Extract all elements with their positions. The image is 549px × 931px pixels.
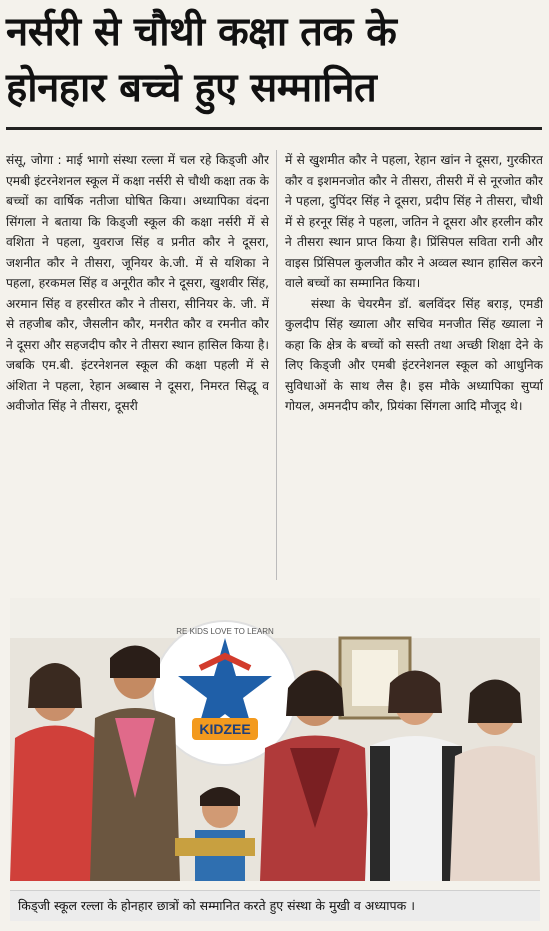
column-divider <box>276 150 277 580</box>
article-paragraph: में से खुशमीत कौर ने पहला, रेहान खांन ने दूसरा, गुरकीरत कौर व इशमनजोत कौर ने तीसरा, तीसरी में से नूरजोत कौर ने पहला, दुपिंदर सिंह ने दूसरा, प्रदीप सिंह ने तीसरा, चौथी में से हरनूर सिंह ने पहला, जतिन ने दूसरा और हरलीन कौर ने तीसरा स्थान प्राप्त किया है। प्रिंसिपल सविता रानी और वाइस प्रिंसिपल कुलजीत कौर ने अव्वल स्थान हासिल करने वाले बच्चों का सम्मानित किया। <box>285 153 543 290</box>
headline-rule <box>6 127 542 130</box>
article-paragraph: संसू, जोगा : माई भागो संस्था रल्ला में चल रहे किड्जी और एमबी इंटरनेशनल स्कूल में कक्षा नर्सरी से चौथी कक्षा तक के बच्चों का वार्षिक नतीजा घोषित किया। अध्यापिका वंदना सिंगला ने बताया कि किड्जी स्कूल की कक्षा नर्सरी में से वशिता ने पहला, युवराज सिंह व प्रनीत कौर ने दूसरा, जशनीत कौर ने तीसरा, जूनियर के.जी. में से यशिका ने पहला, हरकमल सिंह व अनूरीत कौर ने दूसरा, खुशवीर सिंह, अरमान सिंह व हरसीरत कौर ने तीसरा, सीनियर के. जी. में से तहजीब कौर, जैसलीन कौर, मनरीत कौर व रमनीत कौर ने दूसरा और सहजदीप कौर ने तीसरा स्थान हासिल किया है। जबकि एम.बी. इंटरनेशनल स्कूल की कक्षा पहली में से अंशिता ने पहला, रेहान अब्बास ने दूसरा, निमरत सिद्धू व अवीजोत सिंह ने तीसरा, दूसरी <box>6 153 269 413</box>
article-column-left <box>6 150 269 582</box>
photo-illustration <box>10 598 540 881</box>
kidzee-arc-text: RE KIDS LOVE TO LEARN <box>176 627 274 636</box>
photo-caption: किड्जी स्कूल रल्ला के होनहार छात्रों को सम्मानित करते हुए संस्था के मुखी व अध्यापक । <box>18 898 415 913</box>
headline-line-1: नर्सरी से चौथी कक्षा तक के <box>6 9 397 55</box>
news-photo <box>10 598 540 881</box>
headline <box>6 4 544 116</box>
headline-line-2: होनहार बच्चे हुए सम्मानित <box>6 65 377 111</box>
photo-caption-bar <box>10 890 540 921</box>
article-paragraph: संस्था के चेयरमैन डॉ. बलविंदर सिंह बराड़, एमडी कुलदीप सिंह ख्याला और सचिव मनजीत सिंह ख्याला ने कहा कि क्षेत्र के बच्चों को सस्ती तथा अच्छी शिक्षा देने के लिए किड्जी और एमबी इंटरनेशनल स्कूल को आधुनिक सुविधाओं के साथ लैस है। इस मौके अध्यापिका सुर्प्या गोयल, अमनदीप कौर, प्रियंका सिंगला आदि मौजूद थे। <box>285 296 543 413</box>
article-column-right <box>285 150 543 582</box>
kidzee-sign-text: KIDZEE <box>199 721 251 737</box>
